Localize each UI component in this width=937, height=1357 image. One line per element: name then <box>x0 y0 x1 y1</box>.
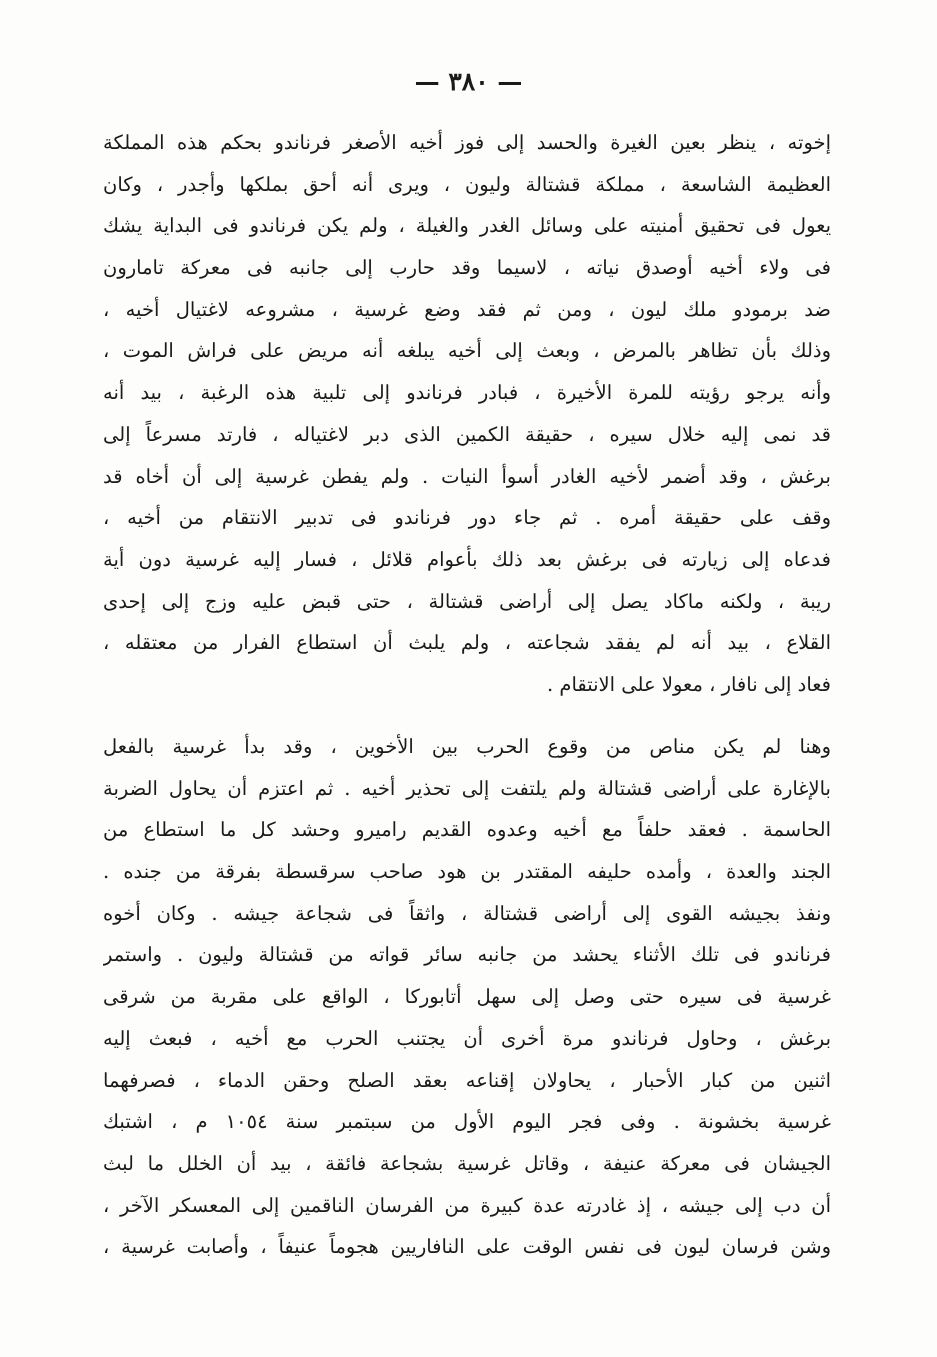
paragraph-2 <box>103 726 831 1268</box>
text-line: ريبة ، ولكنه ماكاد يصل إلى أراضى قشتالة ، حتى قبض عليه وزج إلى إحدى <box>103 589 831 613</box>
text-line: قد نمى إليه خلال سيره ، حقيقة الكمين الذى دبر لاغتياله ، فارتد مسرعاً إلى <box>103 422 831 446</box>
text-line: القلاع ، بيد أنه لم يفقد شجاعته ، ولم يلبث أن استطاع الفرار من معتقله ، <box>103 631 831 655</box>
text-line: غرسية فى سيره حتى وصل إلى سهل أتابوركا ، الواقع على مقربة من شرقى <box>103 985 831 1009</box>
text-line: فعاد إلى نافار ، معولا على الانتقام . <box>546 672 831 696</box>
text-line: وهنا لم يكن مناص من وقوع الحرب بين الأخوين ، وقد بدأ غرسية بالفعل <box>103 735 831 758</box>
page-number: — ٣٨٠ — <box>414 67 523 96</box>
text-line: أن دب إلى جيشه ، إذ غادرته عدة كبيرة من الفرسان الناقمين إلى المعسكر الآخر ، <box>103 1193 831 1217</box>
text-line: الجند والعدة ، وأمده حليفه المقتدر بن هود صاحب سرقسطة بفرقة من جنده . <box>103 860 831 884</box>
paragraph-1 <box>103 122 831 706</box>
text-line: يعول فى تحقيق أمنيته على وسائل الغدر والغيلة ، ولم يكن فرناندو فى البداية يشك <box>103 214 831 238</box>
text-line: فدعاه إلى زيارته فى برغش بعد ذلك بأعوام قلائل ، فسار إليه غرسية دون أية <box>103 547 831 571</box>
text-line: وشن فرسان ليون فى نفس الوقت على النافاريين هجوماً عنيفاً ، وأصابت غرسية ، <box>103 1235 831 1259</box>
text-line: ونفذ بجيشه القوى إلى أراضى قشتالة ، واثقاً فى شجاعة جيشه . وكان أخوه <box>103 901 831 925</box>
text-line: ضد برمودو ملك ليون ، ومن ثم فقد وضع غرسية ، مشروعه لاغتيال أخيه ، <box>103 297 831 321</box>
text-line: وأنه يرجو رؤيته للمرة الأخيرة ، فبادر فرناندو إلى تلبية هذه الرغبة ، بيد أنه <box>103 381 831 405</box>
text-line: الجيشان فى معركة عنيفة ، وقاتل غرسية بشجاعة فائقة ، بيد أن الخلل ما لبث <box>103 1151 831 1175</box>
text-line: فى ولاء أخيه أوصدق نياته ، لاسيما وقد حارب إلى جانبه فى معركة تامارون <box>103 256 831 280</box>
text-line: بالإغارة على أراضى قشتالة ولم يلتفت إلى تحذير أخيه . ثم اعتزم أن يحاول الضربة <box>103 776 831 800</box>
text-line: اثنين من كبار الأحبار ، يحاولان إقناعه بعقد الصلح وحقن الدماء ، فصرفهما <box>103 1068 831 1092</box>
text-line: العظيمة الشاسعة ، مملكة قشتالة وليون ، ويرى أنه أحق بملكها وأجدر ، وكان <box>103 172 831 196</box>
text-line: برغش ، وحاول فرناندو مرة أخرى أن يجتنب الحرب مع أخيه ، فبعث إليه <box>103 1026 831 1050</box>
text-line: إخوته ، ينظر بعين الغيرة والحسد إلى فوز أخيه الأصغر فرناندو بحكم هذه المملكة <box>103 131 831 154</box>
text-line: وقف على حقيقة أمره . ثم جاء دور فرناندو فى تدبير الانتقام من أخيه ، <box>103 506 831 530</box>
text-line: فرناندو فى تلك الأثناء يحشد من جانبه سائر قواته من قشتالة وليون . واستمر <box>103 943 831 967</box>
text-line: برغش ، وقد أضمر لأخيه الغادر أسوأ النيات . ولم يفطن غرسية إلى أن أخاه قد <box>103 464 831 488</box>
text-line: الحاسمة . فعقد حلفاً مع أخيه وعدوه القديم راميرو وحشد كل ما استطاع من <box>103 818 831 842</box>
text-line: وذلك بأن تظاهر بالمرض ، وبعث إلى أخيه يبلغه أنه مريض على فراش الموت ، <box>103 339 831 363</box>
text-line: غرسية بخشونة . وفى فجر اليوم الأول من سبتمبر سنة ١٠٥٤ م ، اشتبك <box>103 1110 831 1134</box>
